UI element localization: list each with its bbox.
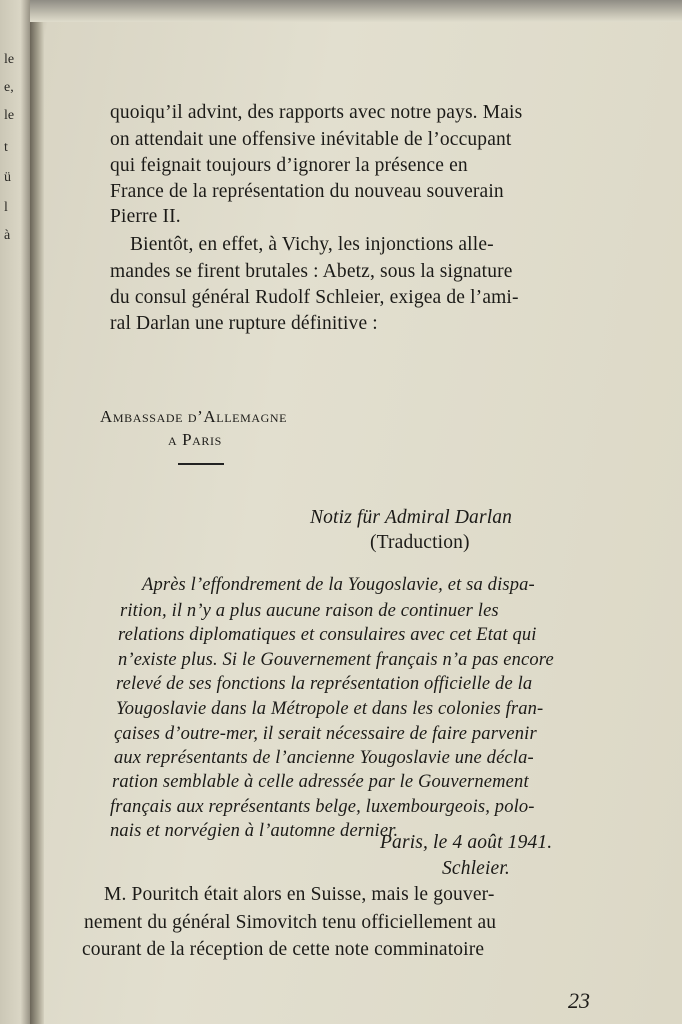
prev-page-fragment: t <box>4 140 8 155</box>
previous-page-edge <box>0 0 34 1024</box>
prev-page-fragment: à <box>4 228 11 243</box>
embassy-city: a Paris <box>168 430 222 449</box>
separator-rule <box>178 463 224 465</box>
page-number: 23 <box>568 988 590 1013</box>
intro-line: mandes se firent brutales : Abetz, sous la signature <box>110 261 513 282</box>
intro-line: quoiqu’il advint, des rapports avec notre pays. Mais <box>110 102 523 123</box>
intro-line: ral Darlan une rupture définitive : <box>110 313 378 334</box>
note-line: nais et norvégien à l’automne dernier. <box>110 821 399 841</box>
embassy-header: Ambassade d’Allemagne <box>100 407 288 426</box>
intro-line: du consul général Rudolf Schleier, exigea de l’ami- <box>110 287 519 308</box>
prev-page-fragment: le <box>4 108 15 123</box>
closing-line: nement du général Simovitch tenu officiellement au <box>84 912 497 933</box>
note-subtitle: (Traduction) <box>370 532 470 553</box>
note-line: rition, il n’y a plus aucune raison de continuer les <box>120 601 499 621</box>
note-line: Après l’effondrement de la Yougoslavie, et sa dispa- <box>142 575 535 595</box>
signature-date: Paris, le 4 août 1941. <box>380 832 553 853</box>
note-line: relations diplomatiques et consulaires avec cet Etat qui <box>118 625 537 645</box>
signature-name: Schleier. <box>442 858 510 879</box>
note-line: français aux représentants belge, luxembourgeois, polo- <box>110 797 535 817</box>
closing-line: M. Pouritch était alors en Suisse, mais le gouver- <box>104 884 495 905</box>
book-page <box>44 22 682 1024</box>
closing-line: courant de la réception de cette note comminatoire <box>82 939 485 960</box>
note-line: n’existe plus. Si le Gouvernement français n’a pas encore <box>118 650 554 670</box>
note-line: çaises d’outre-mer, il serait nécessaire de faire parvenir <box>114 724 537 744</box>
intro-line: France de la représentation du nouveau souverain <box>110 181 504 202</box>
note-title: Notiz für Admiral Darlan <box>310 507 513 528</box>
intro-line: qui feignait toujours d’ignorer la présence en <box>110 155 468 176</box>
intro-line: Pierre II. <box>110 206 181 227</box>
intro-line: Bientôt, en effet, à Vichy, les injonctions alle- <box>130 234 494 255</box>
prev-page-fragment: l <box>4 200 8 215</box>
prev-page-fragment: ü <box>4 170 11 185</box>
note-line: aux représentants de l’ancienne Yougoslavie une décla- <box>114 748 534 768</box>
page-top-edge <box>30 0 682 22</box>
prev-page-fragment: e, <box>4 80 14 95</box>
note-line: ration semblable à celle adressée par le Gouvernement <box>112 772 529 792</box>
book-gutter <box>30 0 44 1024</box>
prev-page-fragment: le <box>4 52 15 67</box>
note-line: relevé de ses fonctions la représentation officielle de la <box>116 674 533 694</box>
note-line: Yougoslavie dans la Métropole et dans les colonies fran- <box>116 699 544 719</box>
intro-line: on attendait une offensive inévitable de l’occupant <box>110 129 512 150</box>
